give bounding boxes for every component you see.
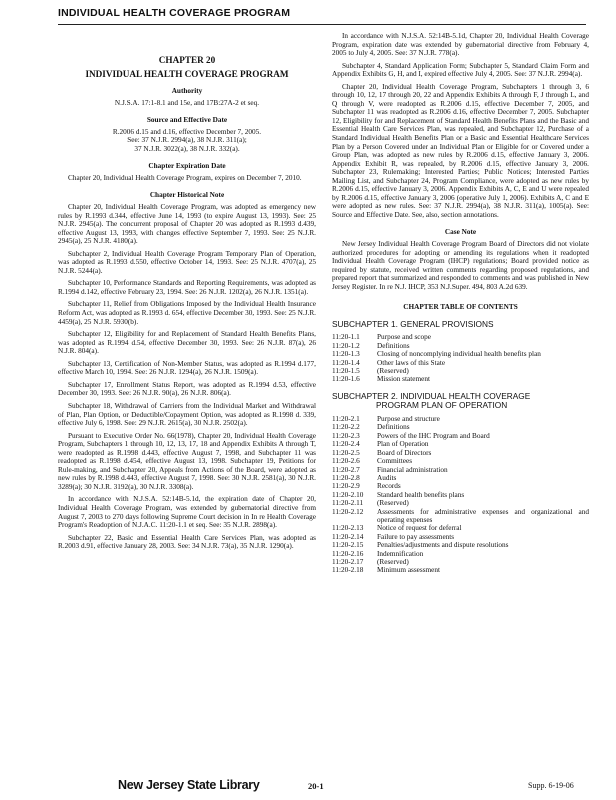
toc-section-number: 11:20-1.6 — [332, 375, 360, 384]
toc-entry[interactable] — [332, 423, 589, 431]
authority-text: N.J.S.A. 17:1-8.1 and 15e, and 17B:27A-2 et seq. — [114, 98, 260, 107]
historical-note-heading: Chapter Historical Note — [149, 191, 225, 200]
toc-entry[interactable] — [332, 533, 589, 541]
subchapter-2-title — [332, 392, 589, 411]
toc-section-title: Financial administration — [377, 465, 448, 474]
toc-entry[interactable] — [332, 350, 589, 358]
toc-entry[interactable] — [332, 566, 589, 574]
toc-section-number: 11:20-2.2 — [332, 423, 360, 432]
historical-paragraph: Pursuant to Executive Order No. 66(1978), Chapter 20, Individual Health Coverage Program, Subchapters 1 through 10, 12, 13, 17, 18 and Appendix Exhibits A through T, were readopted as R.1998 d.443, effective August 7, 1998, and Subchapter 11 was readopted as R.1998 d.454, effective August 13, 1998. Subchapter 19, Petitions for Rule-making, and Subchapter 20, Appeals from Actions of the Board, were adopted as new rules by R.1998 d.443, effective August 7, 1998. See: 30 N.J.R. 2581(a), 30 N.J.R. 3289(a); 30 N.J.R. 3192(a), 30 N.J.R. 3308(a). — [58, 431, 316, 491]
toc-section-number: 11:20-2.16 — [332, 549, 364, 558]
toc-entry[interactable] — [332, 333, 589, 341]
subchapter-2-title-line1: SUBCHAPTER 2. INDIVIDUAL HEALTH COVERAGE — [332, 390, 531, 401]
historical-paragraph: Subchapter 13, Certification of Non-Member Status, was adopted as R.1994 d.177, effective March 10, 1994. See: 26 N.J.R. 1294(a), 26 N.J.R. 1509(a). — [58, 359, 316, 377]
subchapter-1-list — [332, 333, 589, 383]
toc-entry[interactable] — [332, 482, 589, 490]
case-note-heading: Case Note — [444, 228, 477, 237]
toc-section-number: 11:20-2.9 — [332, 482, 360, 491]
toc-section-title: Plan of Operation — [377, 440, 429, 449]
toc-section-title: Definitions — [377, 341, 410, 350]
subchapter-1-title: SUBCHAPTER 1. GENERAL PROVISIONS — [332, 318, 494, 329]
historical-paragraph: Subchapter 18, Withdrawal of Carriers from the Individual Market and Withdrawal of Plan, Plan Option, or Deductible/Copayment Option, was adopted as R.1998 d. 339, effective July 6, 1998. See: 29 N.J.R. 2615(a), 30 N.J.R. 2502(a). — [58, 401, 316, 428]
toc-entry[interactable] — [332, 508, 589, 525]
toc-section-number: 11:20-2.8 — [332, 473, 360, 482]
toc-section-title: Purpose and structure — [377, 415, 440, 424]
left-column — [58, 32, 316, 555]
toc-section-number: 11:20-2.11 — [332, 499, 364, 508]
historical-paragraph: Subchapter 4, Standard Application Form; Subchapter 5, Standard Claim Form and Appendix Exhibits G, H, and I, expired effective July 4, 2005. See: 37 N.J.R. 2994(a). — [332, 61, 589, 79]
source-line: R.2006 d.15 and d.16, effective December 7, 2005. — [112, 127, 262, 136]
expiration-text: Chapter 20, Individual Health Coverage Program, expires on December 7, 2010. — [68, 173, 302, 182]
header-rule — [58, 24, 586, 25]
toc-entry[interactable] — [332, 550, 589, 558]
toc-entry[interactable] — [332, 342, 589, 350]
right-column — [332, 32, 589, 575]
expiration-heading: Chapter Expiration Date — [148, 162, 226, 171]
toc-section-number: 11:20-2.14 — [332, 532, 364, 541]
historical-paragraph: Chapter 20, Individual Health Coverage Program, Subchapters 1 through 3, 6 through 10, 12, 17 through 20, 22 and Appendix Exhibits A through F, J through L, and Q through V, were readopted as R.2006 d.15, effective December 7, 2005, and Subchapter 11 was readopted as R.2006 d.16, effective December 7, 2005. Subchapter 12, Eligibility for and Replacement of Standard Health Benefits Plans and the Basic and Essential Health Care Services Plan, was repealed, and Subchapter 12, Purchase of a Standard Individual Health Benefits Plan or a Basic and Essential Healthcare Services Plan by a Person Covered under an Individual Plan or Eligible for or Covered under a Group Plan, was adopted as new rules by R.2006 d.15, effective January 3, 2006. Appendix Exhibit R, was repealed, by R.2006 d.15, effective January 3, 2006. Subchapter 23, Rulemaking; Interested Parties; Public Notices; Interested Parties Mailing List, and Subchapter 24, Program Compliance, were adopted as new rules by R.2006 d.15, effective January 3, 2006. Appendix Exhibits A, C, E and U were repealed by R.2006 d.15, effective January 3, 2006 (operative July 1, 2006). Exhibits A, C and E were adopted as new rules. See: 37 N.J.R. 2994(a), 38 N.J.R. 311(a), 1005(a). See: Source and Effective Date. See, also, section annotations. — [332, 82, 589, 219]
toc-section-number: 11:20-2.18 — [332, 566, 364, 575]
chapter-title: INDIVIDUAL HEALTH COVERAGE PROGRAM — [85, 68, 289, 79]
toc-section-number: 11:20-2.1 — [332, 415, 360, 424]
toc-entry[interactable] — [332, 524, 589, 532]
toc-entry[interactable] — [332, 457, 589, 465]
historical-paragraph: Subchapter 17, Enrollment Status Report, was adopted as R.1994 d.53, effective December 30, 1993. See: 26 N.J.R. 90(a), 26 N.J.R. 806(a). — [58, 380, 316, 398]
toc-entry[interactable] — [332, 491, 589, 499]
toc-entry[interactable] — [332, 415, 589, 423]
toc-entry[interactable] — [332, 466, 589, 474]
supplement-date: Supp. 6-19-06 — [528, 781, 574, 790]
toc-section-title: Minimum assessment — [377, 566, 441, 575]
toc-section-title: Committees — [377, 457, 413, 466]
library-watermark: New Jersey State Library — [118, 778, 260, 792]
toc-section-title: Notice of request for deferral — [377, 524, 462, 533]
toc-entry[interactable] — [332, 558, 589, 566]
toc-section-title: Records — [377, 482, 401, 491]
toc-section-title: (Reserved) — [377, 499, 409, 508]
toc-section-title: Other laws of this State — [377, 358, 446, 367]
toc-section-title: Penalties/adjustments and dispute resolutions — [377, 541, 509, 550]
toc-section-title: (Reserved) — [377, 367, 409, 376]
subchapter-2-title-line2: PROGRAM PLAN OF OPERATION — [376, 400, 508, 411]
toc-section-number: 11:20-2.4 — [332, 440, 360, 449]
chapter-number: CHAPTER 20 — [158, 55, 216, 65]
toc-section-number: 11:20-2.3 — [332, 431, 360, 440]
source-line: 37 N.J.R. 3022(a), 38 N.J.R. 332(a). — [134, 144, 240, 153]
historical-paragraph: Chapter 20, Individual Health Coverage Program, was adopted as emergency new rules by R.1993 d.344, effective June 14, 1993 (to expire August 13, 1993). See: 25 N.J.R. 2945(a). The concurrent proposal of Chapter 20 was adopted as R.1993 d.439, effective August 13, 1993, with changes effective September 7, 1993. See: 25 N.J.R. 2945(a), 25 N.J.R. 4180(a). — [58, 203, 316, 246]
toc-section-number: 11:20-1.3 — [332, 350, 360, 359]
toc-section-number: 11:20-2.12 — [332, 507, 364, 516]
toc-section-number: 11:20-2.13 — [332, 524, 364, 533]
toc-entry[interactable] — [332, 367, 589, 375]
historical-paragraph: In accordance with N.J.S.A. 52:14B-5.1d, Chapter 20, Individual Health Coverage Program, expiration date was extended by gubernatorial directive from February 4, 2005 to July 4, 2005. See: 37 N.J.R. 778(a). — [332, 32, 589, 58]
toc-section-title: Powers of the IHC Program and Board — [377, 431, 490, 440]
toc-section-number: 11:20-2.7 — [332, 465, 360, 474]
source-heading: Source and Effective Date — [146, 116, 228, 125]
toc-section-number: 11:20-2.17 — [332, 557, 364, 566]
toc-section-title: Board of Directors — [377, 448, 432, 457]
running-header: INDIVIDUAL HEALTH COVERAGE PROGRAM — [58, 7, 291, 19]
toc-section-title: Definitions — [377, 423, 410, 432]
toc-section-title: Closing of noncomplying individual health benefits plan — [377, 350, 541, 359]
toc-section-title: Purpose and scope — [377, 333, 431, 342]
toc-entry[interactable] — [332, 474, 589, 482]
toc-section-title: Mission statement — [377, 375, 430, 384]
historical-paragraph: Subchapter 2, Individual Health Coverage Program Temporary Plan of Operation, was adopted as R.1993 d.550, effective October 14, 1993. See: 25 N.J.R. 4707(a), 25 N.J.R. 5244(a). — [58, 249, 316, 275]
source-line: See: 37 N.J.R. 2994(a), 38 N.J.R. 311(a); — [127, 136, 247, 145]
toc-section-title: Assessments for administrative expenses and organizational and operating expenses — [377, 507, 589, 524]
page-number: 20-1 — [308, 781, 324, 791]
toc-section-title: Failure to pay assessments — [377, 532, 455, 541]
toc-entry[interactable] — [332, 440, 589, 448]
toc-section-number: 11:20-1.4 — [332, 358, 360, 367]
authority-heading: Authority — [171, 87, 203, 96]
toc-entry[interactable] — [332, 375, 589, 383]
historical-paragraph: Subchapter 12, Eligibility for and Replacement of Standard Health Benefits Plans, was adopted as R.1994 d.54, effective December 30, 1993. See: 26 N.J.R. 87(a), 26 N.J.R. 804(a). — [58, 330, 316, 356]
toc-heading: CHAPTER TABLE OF CONTENTS — [403, 303, 518, 312]
toc-section-number: 11:20-2.10 — [332, 490, 364, 499]
toc-section-number: 11:20-1.5 — [332, 367, 360, 376]
subchapter-2-list — [332, 415, 589, 575]
historical-paragraph: In accordance with N.J.S.A. 52:14B-5.1d, the expiration date of Chapter 20, Individual Health Coverage Program, was extended by gubernatorial directive from August 7, 2003 to 270 days following Supreme Court decision in In re Health Coverage Program's Readoption of N.J.A.C. 11:20-1.1 et seq. See: 35 N.J.R. 2898(a). — [58, 495, 316, 530]
historical-paragraph: Subchapter 10, Performance Standards and Reporting Requirements, was adopted as R.1994 d.142, effective February 23, 1994. See: 26 N.J.R. 1202(a), 26 N.J.R. 1351(a). — [58, 279, 316, 296]
toc-section-number: 11:20-2.5 — [332, 448, 360, 457]
toc-section-number: 11:20-2.6 — [332, 457, 360, 466]
historical-paragraph: Subchapter 22, Basic and Essential Health Care Services Plan, was adopted as R.2003 d.91, effective January 28, 2003. See: 34 N.J.R. 73(a), 35 N.J.R. 1290(a). — [58, 533, 316, 551]
toc-entry[interactable] — [332, 359, 589, 367]
toc-section-number: 11:20-1.1 — [332, 333, 360, 342]
toc-section-title: Audits — [377, 473, 397, 482]
toc-entry[interactable] — [332, 541, 589, 549]
case-note-text: New Jersey Individual Health Coverage Program Board of Directors did not violate authorized procedures for adopting or amending its regulations when it readopted Individual Health Coverage Program (IHCP) regulations; Board provided notice as required by statute, received written comments regarding proposed regulations, and prepared report that summarized and responded to comments and was published in New Jersey Register. In re N.J. IHCP, 353 N.J.Super. 494, 803 A.2d 639. — [332, 240, 589, 291]
toc-section-title: (Reserved) — [377, 557, 409, 566]
toc-entry[interactable] — [332, 499, 589, 507]
toc-entry[interactable] — [332, 432, 589, 440]
toc-section-title: Standard health benefits plans — [377, 490, 465, 499]
historical-paragraph: Subchapter 11, Relief from Obligations Imposed by the Individual Health Insurance Reform Act, was adopted as R.1993 d. 654, effective December 30, 1993. See: 25 N.J.R. 4459(a), 25 N.J.R. 5930(b). — [58, 300, 316, 326]
toc-entry[interactable] — [332, 449, 589, 457]
toc-section-number: 11:20-2.15 — [332, 541, 364, 550]
toc-section-title: Indemnification — [377, 549, 424, 558]
toc-section-number: 11:20-1.2 — [332, 341, 360, 350]
